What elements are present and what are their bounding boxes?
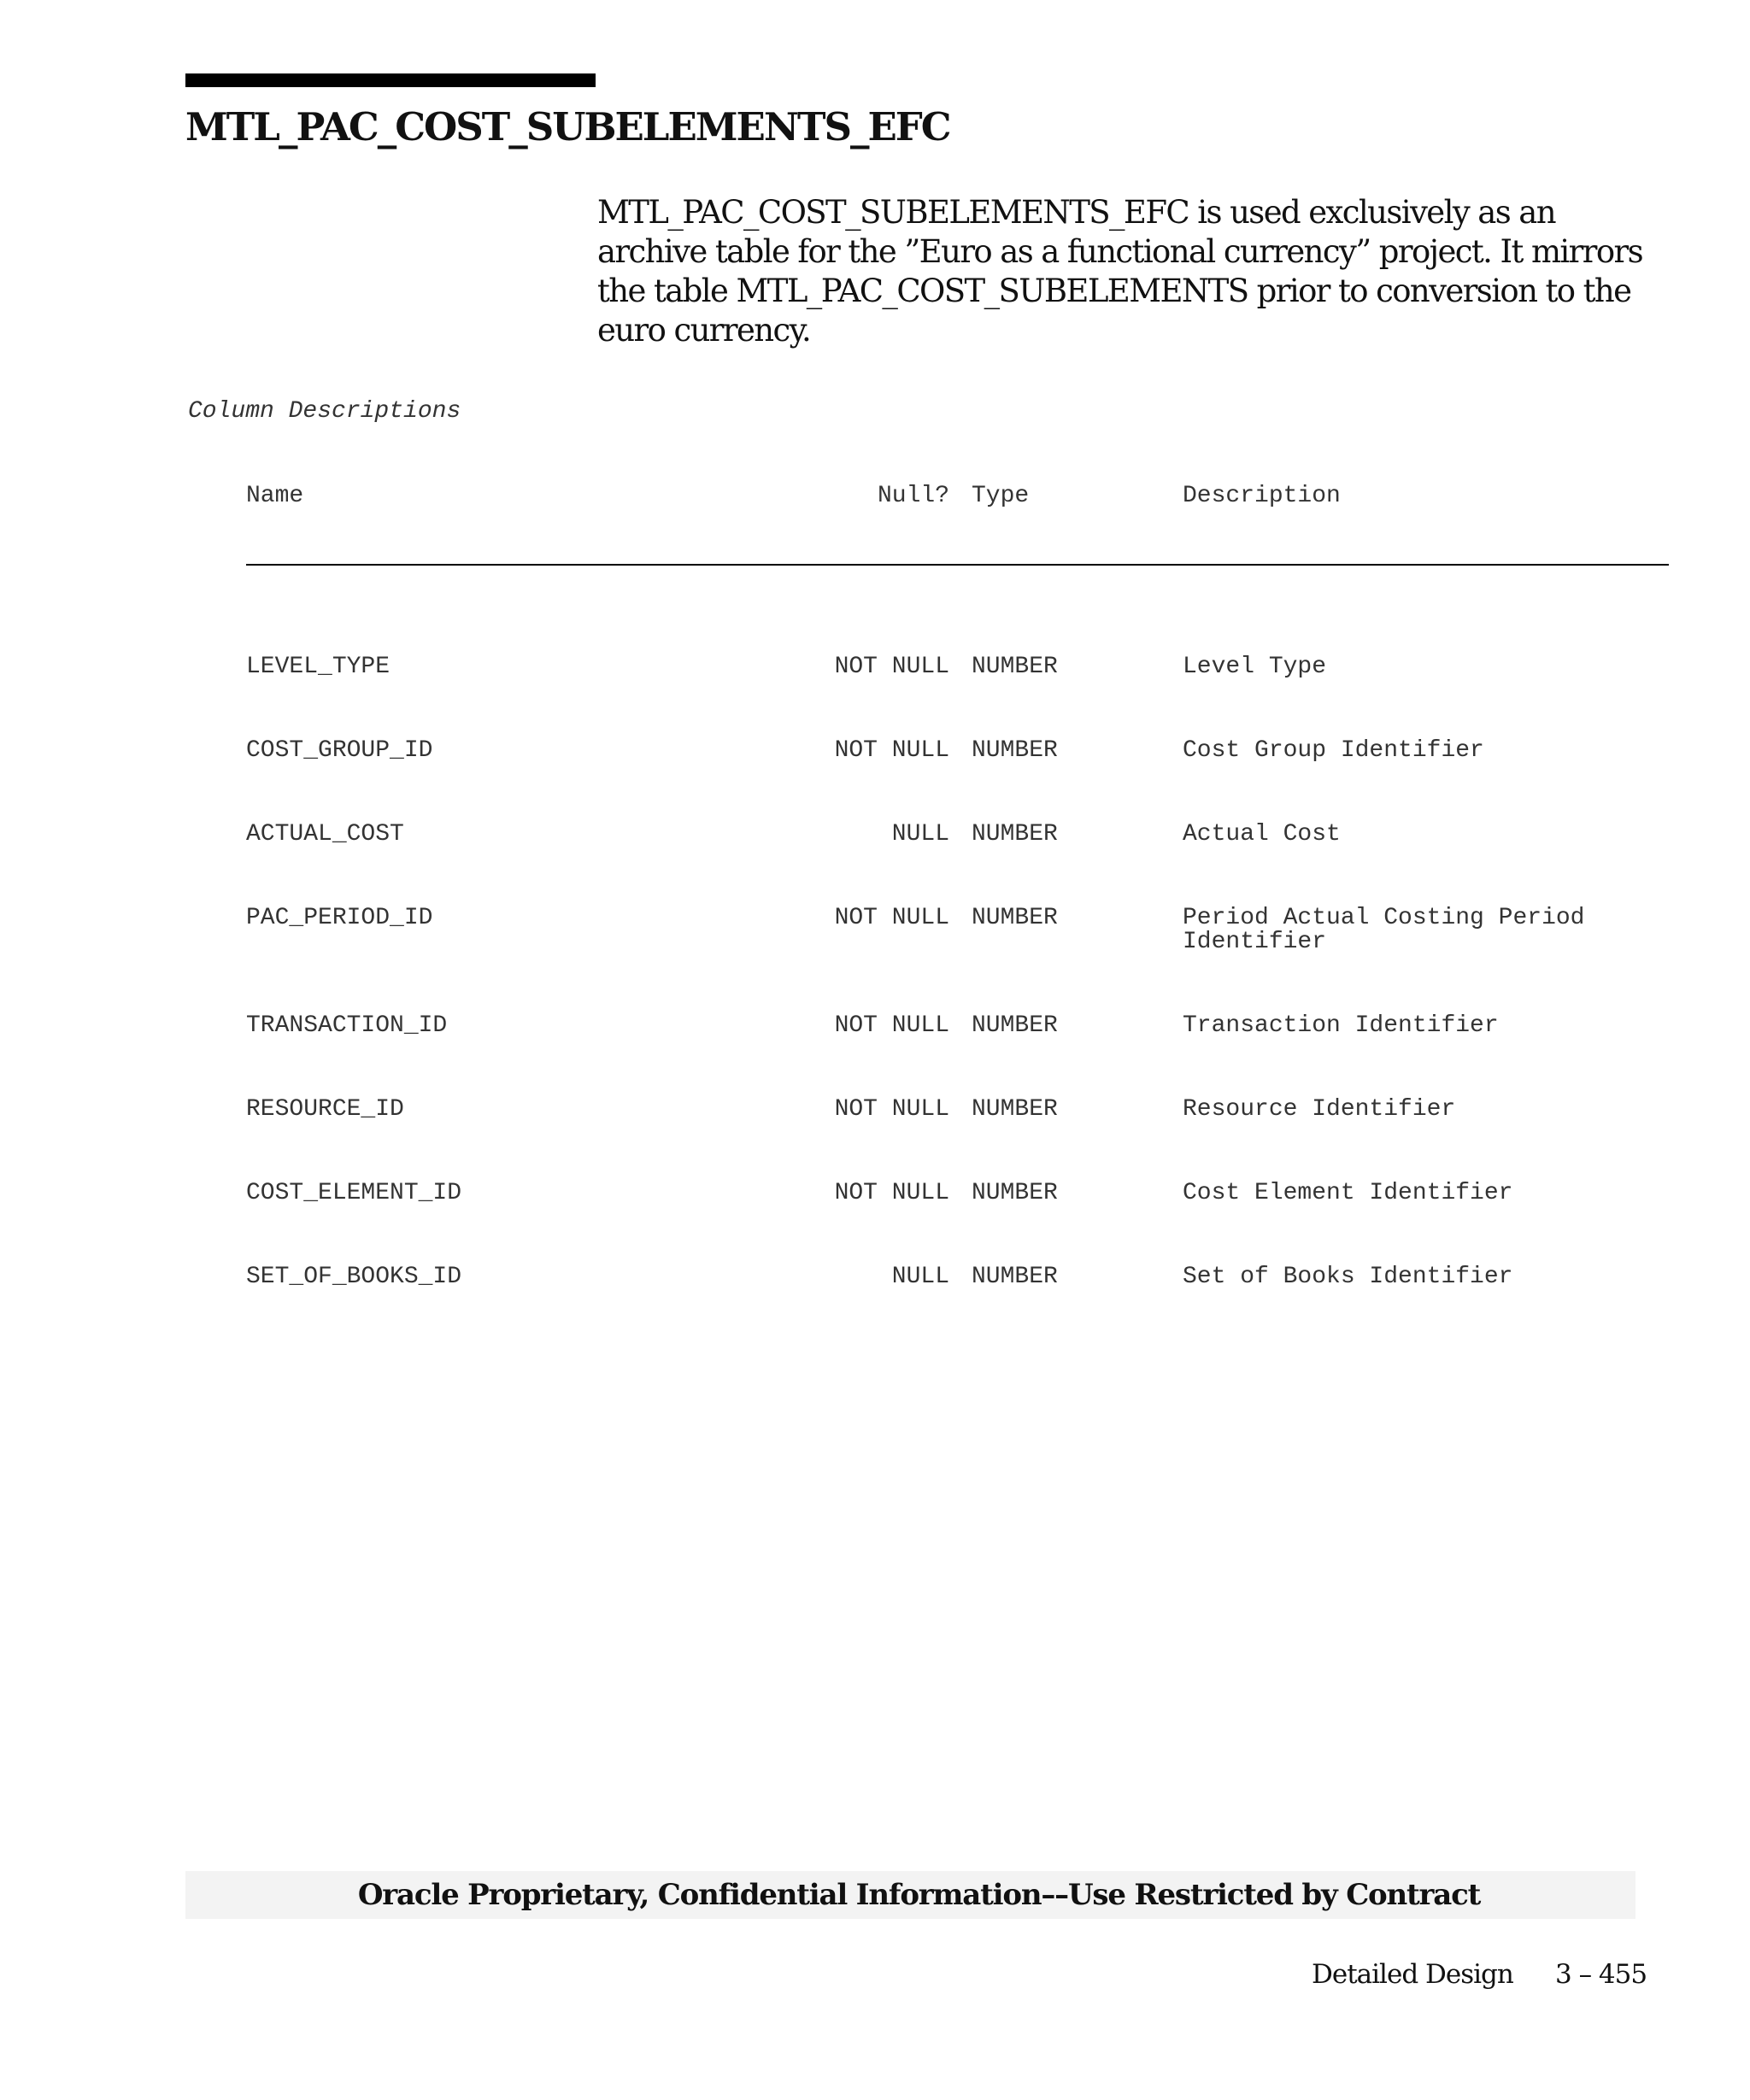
column-null: NOT NULL	[834, 737, 949, 764]
confidentiality-banner	[185, 1871, 1635, 1919]
column-type: NUMBER	[972, 737, 1058, 764]
table-description	[597, 193, 1642, 350]
column-null: NULL	[891, 821, 949, 848]
column-description: Period Actual Costing Period Identifier	[1183, 905, 1585, 955]
column-name: SET_OF_BOOKS_ID	[246, 1264, 462, 1290]
column-name: ACTUAL_COST	[246, 821, 404, 848]
table-row	[246, 819, 1669, 850]
column-name: LEVEL_TYPE	[246, 654, 391, 680]
header-null: Null?	[877, 483, 949, 509]
column-type: NUMBER	[972, 1096, 1058, 1123]
table-row	[246, 903, 1669, 958]
column-name: TRANSACTION_ID	[246, 1012, 448, 1039]
column-null: NOT NULL	[834, 905, 949, 931]
header-divider	[246, 564, 1669, 566]
header-name: Name	[246, 483, 304, 509]
description-line: archive table for the ”Euro as a functional currency” project. It mirrors	[597, 233, 1642, 270]
column-description: Actual Cost	[1183, 821, 1341, 848]
confidentiality-notice: Oracle Proprietary, Confidential Information––Use Restricted by Contract	[357, 1878, 1481, 1912]
title-rule	[185, 73, 596, 87]
column-description: Cost Group Identifier	[1183, 737, 1484, 764]
column-null: NOT NULL	[834, 1012, 949, 1039]
column-descriptions-caption: Column Descriptions	[188, 398, 461, 425]
column-type: NUMBER	[972, 905, 1058, 931]
description-line: the table MTL_PAC_COST_SUBELEMENTS prior to conversion to the	[597, 273, 1631, 309]
page-title: MTL_PAC_COST_SUBELEMENTS_EFC	[185, 104, 950, 150]
column-table	[246, 429, 1669, 1319]
table-row	[246, 1011, 1669, 1041]
column-type: NUMBER	[972, 654, 1058, 680]
column-table-header	[246, 482, 1669, 511]
table-row	[246, 1094, 1669, 1125]
header-description: Description	[1183, 483, 1341, 509]
header-type: Type	[972, 483, 1030, 509]
column-description: Set of Books Identifier	[1183, 1264, 1513, 1290]
table-row	[246, 1262, 1669, 1293]
column-type: NUMBER	[972, 1264, 1058, 1290]
column-name: COST_ELEMENT_ID	[246, 1180, 462, 1206]
column-null: NOT NULL	[834, 1096, 949, 1123]
column-description: Level Type	[1183, 654, 1327, 680]
column-description: Cost Element Identifier	[1183, 1180, 1513, 1206]
column-type: NUMBER	[972, 821, 1058, 848]
page-number: 3 – 455	[1555, 1959, 1647, 1990]
column-type: NUMBER	[972, 1012, 1058, 1039]
column-description: Resource Identifier	[1183, 1096, 1456, 1123]
table-row	[246, 652, 1669, 683]
column-null: NOT NULL	[834, 654, 949, 680]
footer-section-name: Detailed Design	[1312, 1959, 1513, 1990]
column-description: Transaction Identifier	[1183, 1012, 1499, 1039]
column-name: PAC_PERIOD_ID	[246, 905, 433, 931]
column-type: NUMBER	[972, 1180, 1058, 1206]
description-line: euro currency.	[597, 312, 811, 349]
column-null: NULL	[891, 1264, 949, 1290]
description-line: MTL_PAC_COST_SUBELEMENTS_EFC is used exclusively as an	[597, 194, 1555, 231]
table-row	[246, 1178, 1669, 1209]
column-name: COST_GROUP_ID	[246, 737, 433, 764]
column-null: NOT NULL	[834, 1180, 949, 1206]
table-row	[246, 736, 1669, 766]
column-name: RESOURCE_ID	[246, 1096, 404, 1123]
